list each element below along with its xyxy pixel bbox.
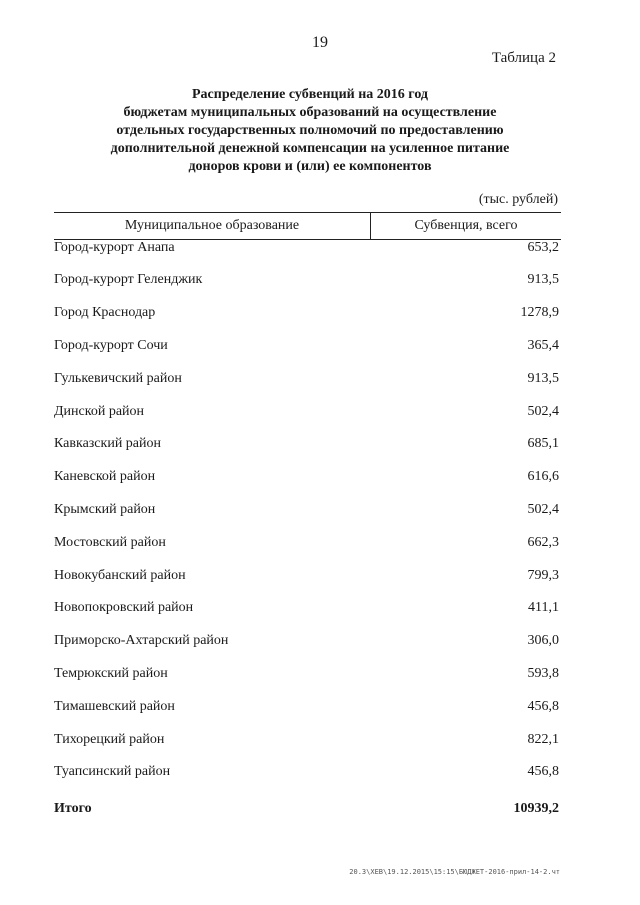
subvention-value: 593,8	[527, 665, 559, 681]
table-row	[54, 494, 561, 527]
title-line: доноров крови и (или) ее компонентов	[188, 159, 432, 174]
table-row	[54, 625, 561, 658]
municipality-name: Кавказский район	[54, 436, 162, 452]
units-label: (тыс. рублей)	[478, 192, 558, 207]
subvention-value: 662,3	[527, 534, 559, 550]
subvention-table	[54, 212, 561, 829]
municipality-name: Гулькевичский район	[54, 370, 182, 386]
municipality-name: Приморско-Ахтарский район	[54, 633, 229, 649]
subvention-value: 799,3	[527, 567, 559, 583]
table-row	[54, 395, 561, 428]
subvention-value: 913,5	[527, 272, 559, 288]
subvention-value: 822,1	[527, 731, 559, 747]
table-row	[54, 592, 561, 625]
municipality-name: Туапсинский район	[54, 764, 171, 780]
title-line: Распределение субвенций на 2016 год	[192, 87, 428, 102]
municipality-name: Город Краснодар	[54, 305, 156, 321]
subvention-value: 306,0	[527, 633, 559, 649]
total-label: Итого	[54, 800, 92, 816]
subvention-value: 653,2	[527, 240, 559, 255]
subvention-value: 411,1	[528, 600, 559, 616]
table-row	[54, 723, 561, 756]
subvention-value: 1278,9	[520, 305, 559, 321]
table-row	[54, 428, 561, 461]
subvention-value: 616,6	[527, 469, 559, 485]
table-row	[54, 240, 561, 265]
column-header-subvention: Субвенция, всего	[371, 213, 562, 240]
page-number: 19	[312, 34, 328, 51]
municipality-name: Город-курорт Анапа	[54, 240, 175, 255]
municipality-name: Город-курорт Геленджик	[54, 272, 203, 288]
table-row	[54, 330, 561, 363]
table-row	[54, 756, 561, 789]
table-row	[54, 297, 561, 330]
subvention-value: 502,4	[527, 403, 559, 419]
subvention-value: 456,8	[527, 698, 559, 714]
subvention-value: 456,8	[527, 764, 559, 780]
table-label: Таблица 2	[491, 50, 556, 66]
municipality-name: Крымский район	[54, 501, 156, 517]
municipality-name: Мостовский район	[54, 534, 166, 550]
municipality-name: Динской район	[54, 403, 145, 419]
municipality-name: Тимашевский район	[54, 698, 175, 714]
total-row	[54, 789, 561, 829]
file-footer: 20.3\ХЕВ\19.12.2015\15:15\БЮДЖЕТ-2016-прил-14-2.чт	[349, 868, 560, 876]
municipality-name: Тихорецкий район	[54, 731, 165, 747]
table-row	[54, 362, 561, 395]
title-line: дополнительной денежной компенсации на усиленное питание	[110, 141, 510, 156]
municipality-name: Каневской район	[54, 469, 156, 485]
subvention-value: 913,5	[527, 370, 559, 386]
title-line: отдельных государственных полномочий по предоставлению	[116, 123, 504, 138]
title-line: бюджетам муниципальных образований на осуществление	[123, 105, 497, 120]
table-row	[54, 264, 561, 297]
municipality-name: Город-курорт Сочи	[54, 337, 168, 353]
table-row	[54, 526, 561, 559]
table-header-row	[54, 213, 561, 240]
subvention-value: 502,4	[527, 501, 559, 517]
total-value: 10939,2	[513, 800, 559, 816]
table-row	[54, 559, 561, 592]
table-row	[54, 461, 561, 494]
document-title	[60, 86, 560, 176]
subvention-value: 365,4	[527, 337, 559, 353]
column-header-municipality: Муниципальное образование	[54, 213, 371, 240]
subvention-value: 685,1	[527, 436, 559, 452]
table-row	[54, 658, 561, 691]
municipality-name: Темрюкский район	[54, 665, 168, 681]
municipality-name: Новопокровский район	[54, 600, 194, 616]
table-row	[54, 690, 561, 723]
municipality-name: Новокубанский район	[54, 567, 186, 583]
